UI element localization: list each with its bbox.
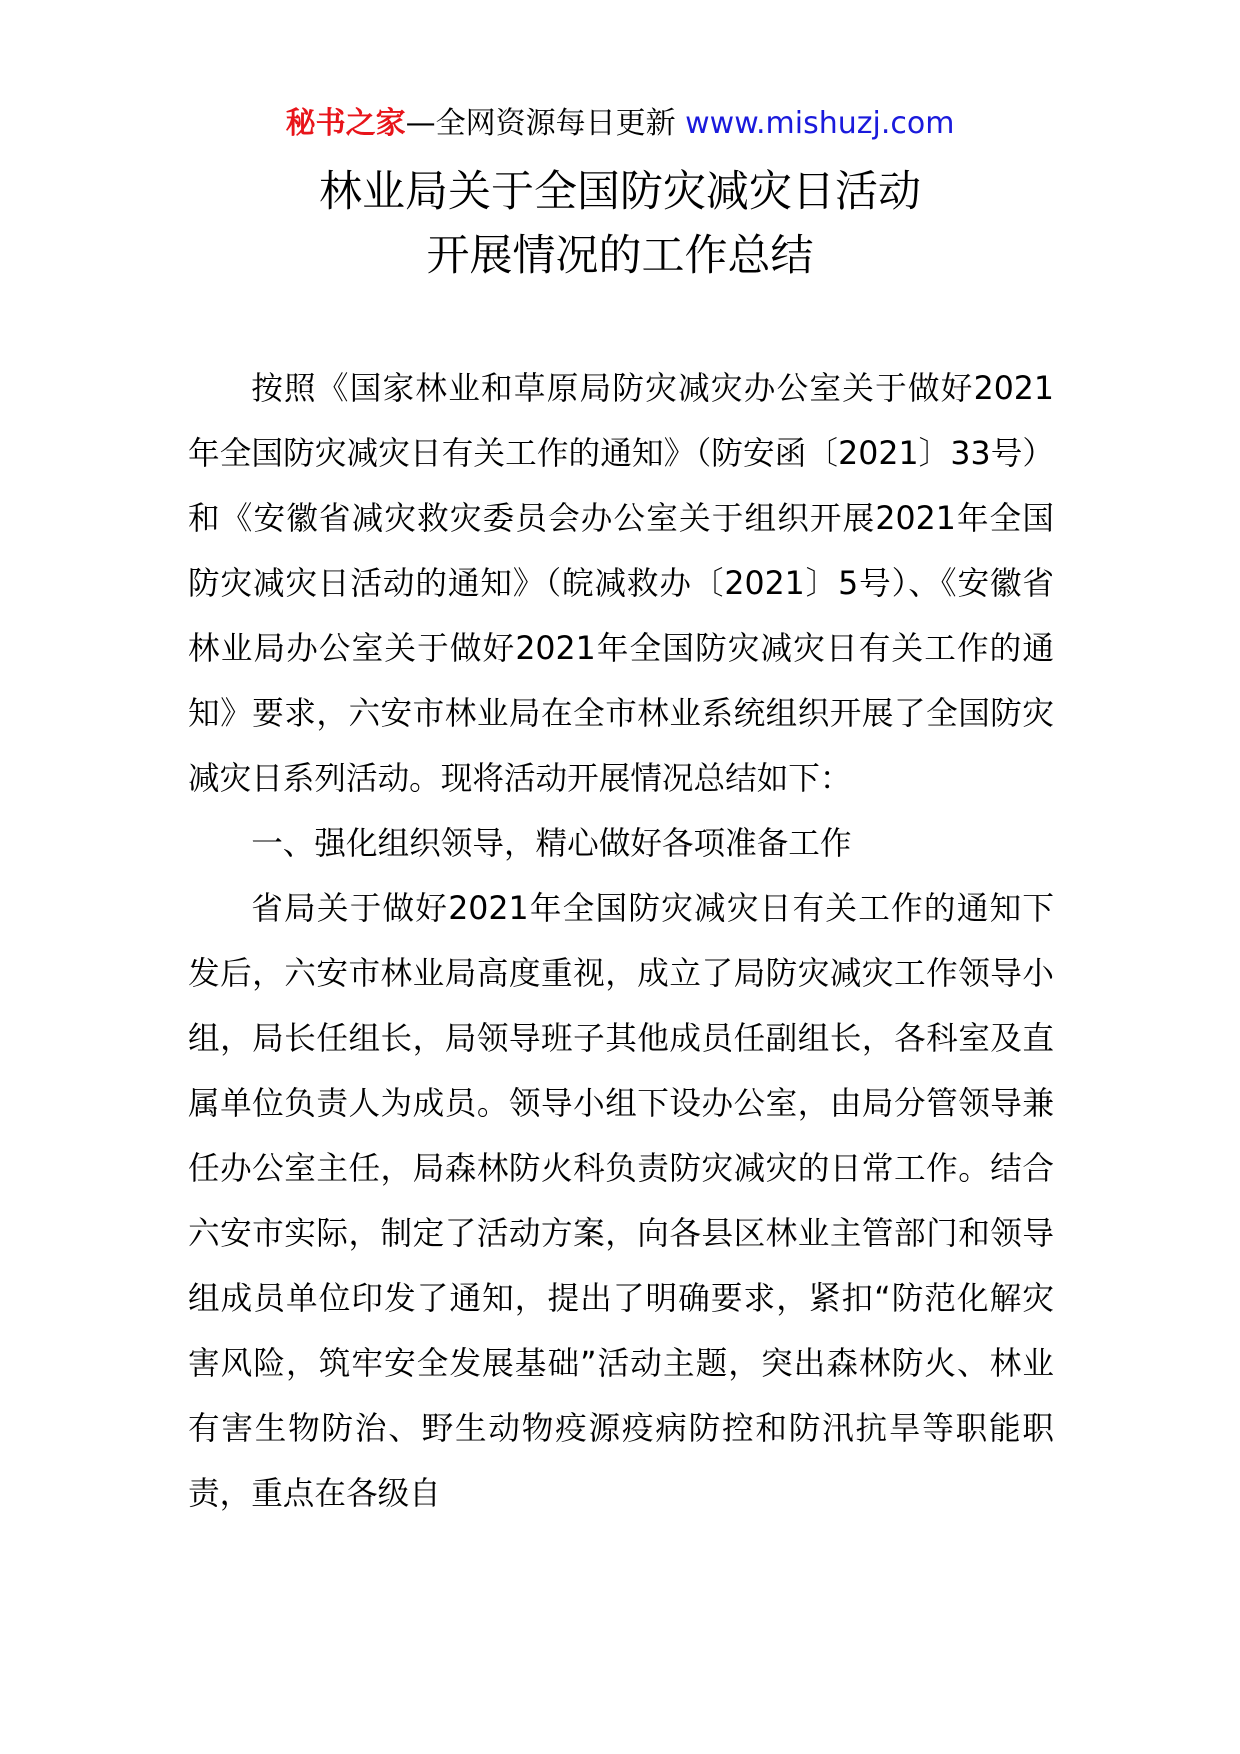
intro-paragraph: 按照《国家林业和草原局防灾减灾办公室关于做好2021年全国防灾减灾日有关工作的通知》（防安函〔2021〕33号）和《安徽省减灾救灾委员会办公室关于组织开展2021年全国防灾减灾日活动的通知》（皖减救办〔2021〕5号）、《安徽省林业局办公室关于做好2021年全国防灾减灾日有关工作的通知》要求，六安市林业局在全市林业系统组织开展了全国防灾减灾日系列活动。现将活动开展情况总结如下： (188, 371, 1054, 797)
site-brand: 秘书之家 (285, 106, 406, 141)
site-header (0, 104, 1240, 144)
body-paragraph: 省局关于做好2021年全国防灾减灾日有关工作的通知下发后，六安市林业局高度重视，成立了局防灾减灾工作领导小组，局长任组长，局领导班子其他成员任副组长，各科室及直属单位负责人为成员。领导小组下设办公室，由局分管领导兼任办公室主任，局森林防火科负责防灾减灾的日常工作。结合六安市实际，制定了活动方案，向各县区林业主管部门和领导组成员单位印发了通知，提出了明确要求，紧扣“防范化解灾害风险，筑牢安全发展基础”活动主题，突出森林防火、林业有害生物防治、野生动物疫源疫病防控和防汛抗旱等职能职责，重点在各级自 (188, 891, 1054, 1512)
document-body (188, 357, 1054, 1527)
title-line-1: 林业局关于全国防灾减灾日活动 (319, 167, 921, 217)
site-url: www.mishuzj.com (685, 106, 955, 141)
document-title (0, 160, 1240, 288)
site-slogan: —全网资源每日更新 (405, 106, 686, 141)
title-line-2: 开展情况的工作总结 (426, 231, 814, 281)
section-heading: 一、强化组织领导，精心做好各项准备工作 (251, 826, 852, 862)
